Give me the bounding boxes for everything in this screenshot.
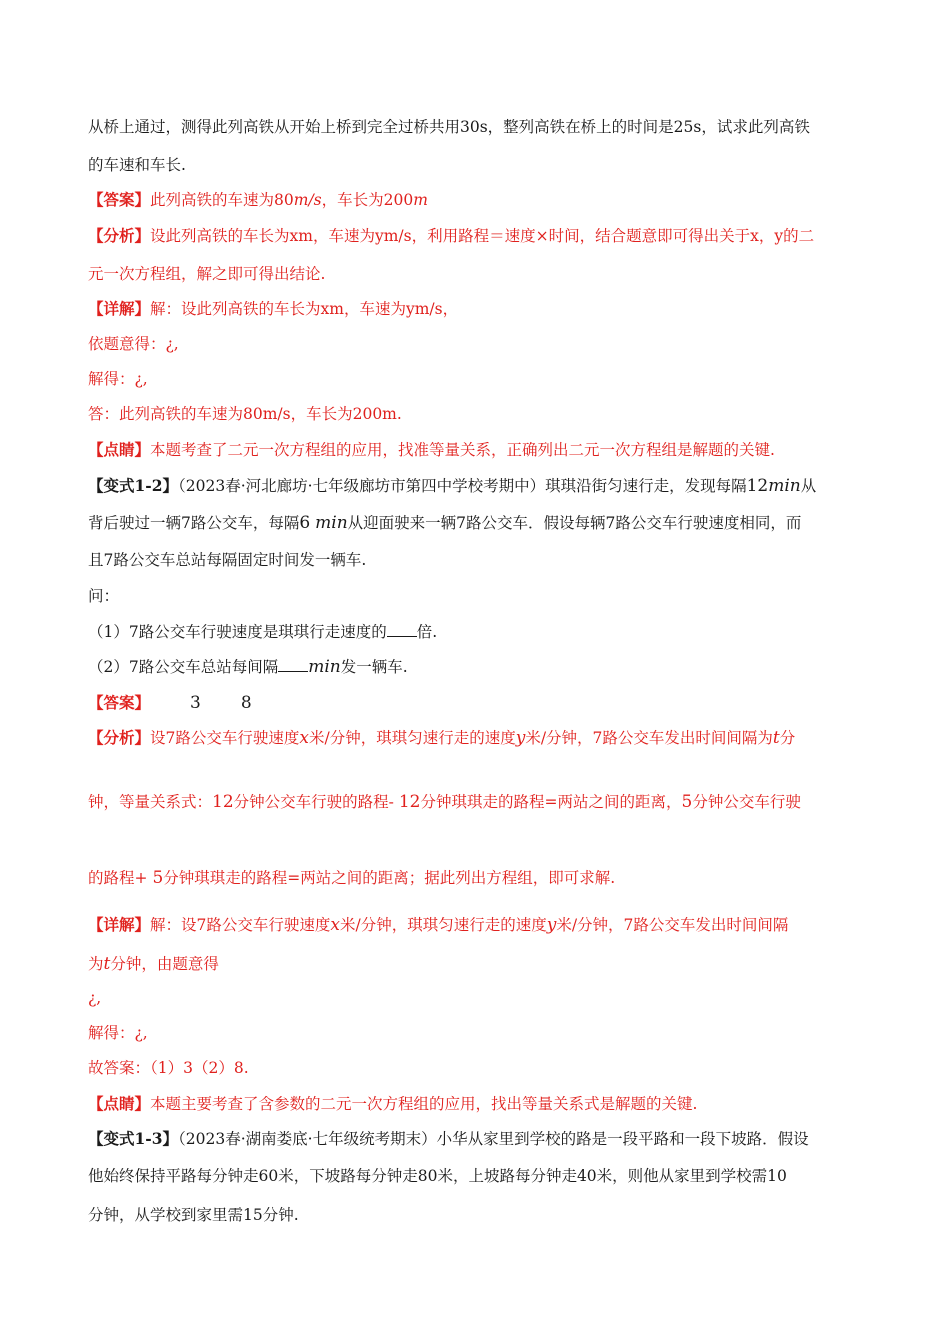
answer-tag: 【答案】 [88, 693, 151, 712]
detail-line: 答：此列高铁的车速为80m/s，车长为200m. [88, 405, 402, 423]
analysis-line: 【分析】设7路公交车行驶速度x米/分钟，琪琪匀速行走的速度y米/分钟，7路公交车发出时间间隔为t分 [88, 728, 796, 748]
detail-tag: 【详解】 [88, 915, 151, 934]
variant-tag: 【变式1-3】 [88, 1129, 179, 1148]
detail-tag: 【详解】 [88, 299, 151, 318]
question-2: （2）7路公交车总站每间隔 min发一辆车. [88, 657, 408, 677]
comment-line: 【点睛】本题考查了二元一次方程组的应用，找准等量关系，正确列出二元一次方程组是解题的关键. [88, 440, 775, 459]
analysis-line: 的路程+ 5分钟琪琪走的路程=两站之间的距离；据此列出方程组，即可求解. [88, 868, 616, 888]
analysis-line: 【分析】设此列高铁的车长为xm，车速为ym/s，利用路程＝速度×时间，结合题意即可得出关于x，y的二 [88, 226, 815, 245]
answer-line: 【答案】此列高铁的车速为80m/s，车长为200m [88, 190, 428, 209]
variant-problem-line: 问： [88, 587, 120, 605]
detail-line: 为t分钟，由题意得 [88, 954, 219, 974]
detail-line: 【详解】解：设7路公交车行驶速度x米/分钟，琪琪匀速行走的速度y米/分钟，7路公交车发出时间间隔 [88, 915, 789, 935]
detail-line: 依题意得：¿, [88, 335, 179, 353]
comment-line: 【点睛】本题主要考查了含参数的二元一次方程组的应用，找出等量关系式是解题的关键. [88, 1094, 698, 1113]
answer-blank [387, 622, 417, 637]
detail-line: 解得：¿, [88, 1024, 148, 1042]
variant-problem-line: 【变式1-2】（2023春·河北廊坊·七年级廊坊市第四中学校考期中）琪琪沿街匀速行走，发现每隔12min从 [88, 476, 817, 496]
variant-problem-line: 【变式1-3】（2023春·湖南娄底·七年级统考期末）小华从家里到学校的路是一段平路和一段下坡路．假设 [88, 1129, 809, 1148]
comment-tag: 【点睛】 [88, 440, 151, 459]
detail-line: 解得：¿, [88, 370, 148, 388]
problem-text-line: 的车速和车长. [88, 156, 186, 174]
variant-problem-line: 分钟，从学校到家里需15分钟. [88, 1206, 299, 1224]
variant-problem-line: 他始终保持平路每分钟走60米，下坡路每分钟走80米，上坡路每分钟走40米，则他从家里到学校需10 [88, 1167, 787, 1185]
question-1: （1）7路公交车行驶速度是琪琪行走速度的 倍. [88, 623, 438, 641]
analysis-line: 钟，等量关系式：12分钟公交车行驶的路程- 12分钟琪琪走的路程=两站之间的距离，5分钟公交车行驶 [88, 792, 801, 812]
answer-line: 【答案】 3 8 [88, 693, 252, 713]
detail-line: ¿, [88, 989, 102, 1007]
analysis-tag: 【分析】 [88, 728, 151, 747]
variant-tag: 【变式1-2】 [88, 476, 179, 495]
detail-line: 故答案：（1）3（2）8. [88, 1059, 249, 1077]
analysis-line: 元一次方程组，解之即可得出结论. [88, 265, 326, 283]
variant-problem-line: 背后驶过一辆7路公交车，每隔6 min从迎面驶来一辆7路公交车．假设每辆7路公交车行驶速度相同，而 [88, 513, 802, 533]
detail-line: 【详解】解：设此列高铁的车长为xm，车速为ym/s， [88, 299, 459, 318]
problem-text-line: 从桥上通过，测得此列高铁从开始上桥到完全过桥共用30s，整列高铁在桥上的时间是25s，试求此列高铁 [88, 118, 810, 136]
comment-tag: 【点睛】 [88, 1094, 151, 1113]
analysis-tag: 【分析】 [88, 226, 151, 245]
variant-problem-line: 且7路公交车总站每隔固定时间发一辆车. [88, 551, 367, 569]
answer-blank [278, 657, 308, 672]
answer-tag: 【答案】 [88, 190, 151, 209]
